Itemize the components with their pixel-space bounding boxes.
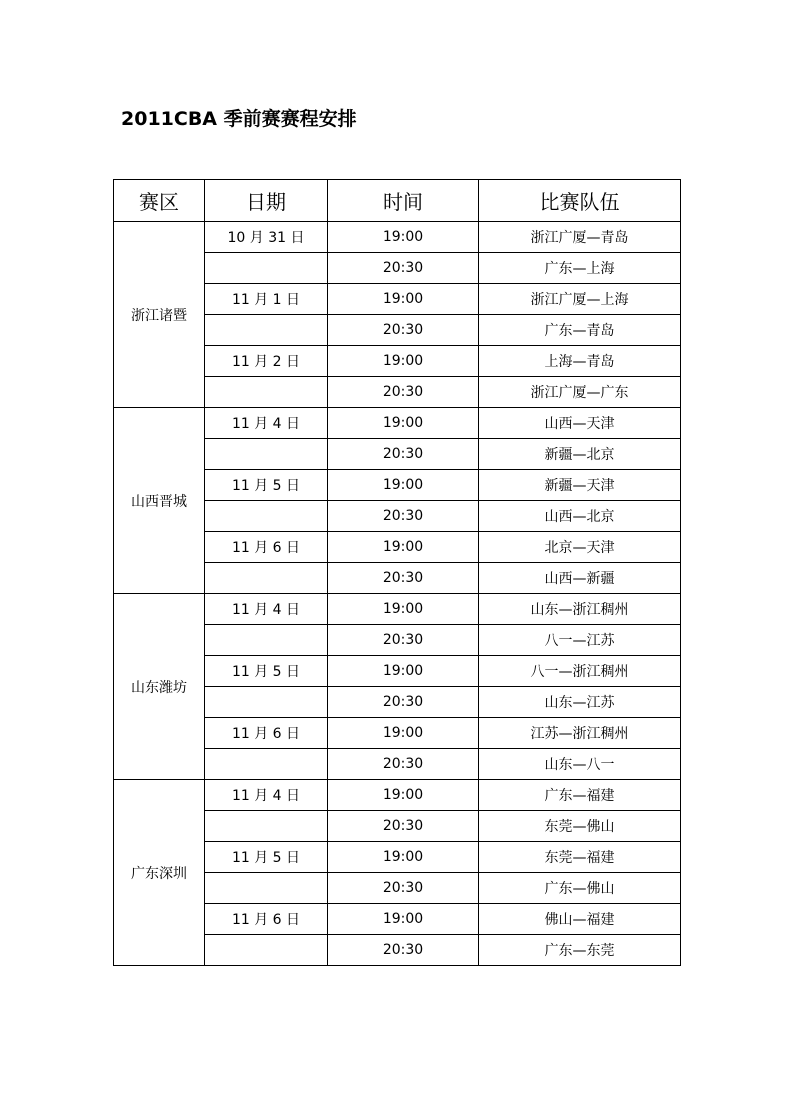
teams-cell: 新疆—北京 [479, 439, 681, 470]
region-cell: 山西晋城 [114, 408, 205, 594]
date-cell [205, 687, 328, 718]
date-cell: 11 月 5 日 [205, 656, 328, 687]
time-cell: 20:30 [328, 873, 479, 904]
time-cell: 19:00 [328, 656, 479, 687]
region-cell: 山东潍坊 [114, 594, 205, 780]
teams-cell: 山东—八一 [479, 749, 681, 780]
teams-cell: 浙江广厦—广东 [479, 377, 681, 408]
date-cell: 11 月 6 日 [205, 718, 328, 749]
teams-cell: 山西—天津 [479, 408, 681, 439]
table-row [114, 222, 681, 253]
teams-cell: 山西—北京 [479, 501, 681, 532]
teams-cell: 八一—江苏 [479, 625, 681, 656]
teams-cell: 浙江广厦—上海 [479, 284, 681, 315]
date-cell [205, 315, 328, 346]
header-date: 日期 [205, 180, 328, 222]
time-cell: 20:30 [328, 315, 479, 346]
time-cell: 19:00 [328, 780, 479, 811]
teams-cell: 东莞—佛山 [479, 811, 681, 842]
time-cell: 20:30 [328, 377, 479, 408]
date-cell [205, 811, 328, 842]
date-cell: 11 月 4 日 [205, 780, 328, 811]
time-cell: 19:00 [328, 718, 479, 749]
date-cell [205, 935, 328, 966]
time-cell: 19:00 [328, 532, 479, 563]
region-cell: 浙江诸暨 [114, 222, 205, 408]
header-teams: 比赛队伍 [479, 180, 681, 222]
time-cell: 20:30 [328, 501, 479, 532]
page-title: 2011CBA 季前赛赛程安排 [121, 108, 357, 130]
date-cell [205, 501, 328, 532]
date-cell [205, 253, 328, 284]
date-cell: 11 月 1 日 [205, 284, 328, 315]
header-region: 赛区 [114, 180, 205, 222]
date-cell [205, 439, 328, 470]
time-cell: 20:30 [328, 687, 479, 718]
time-cell: 19:00 [328, 222, 479, 253]
date-cell: 11 月 5 日 [205, 470, 328, 501]
time-cell: 20:30 [328, 563, 479, 594]
date-cell: 11 月 6 日 [205, 904, 328, 935]
time-cell: 19:00 [328, 284, 479, 315]
date-cell [205, 563, 328, 594]
date-cell [205, 749, 328, 780]
teams-cell: 上海—青岛 [479, 346, 681, 377]
time-cell: 20:30 [328, 253, 479, 284]
teams-cell: 八一—浙江稠州 [479, 656, 681, 687]
header-time: 时间 [328, 180, 479, 222]
date-cell: 11 月 2 日 [205, 346, 328, 377]
date-cell [205, 377, 328, 408]
schedule-body [114, 222, 681, 966]
time-cell: 19:00 [328, 904, 479, 935]
teams-cell: 广东—福建 [479, 780, 681, 811]
region-cell: 广东深圳 [114, 780, 205, 966]
time-cell: 19:00 [328, 842, 479, 873]
teams-cell: 广东—青岛 [479, 315, 681, 346]
time-cell: 20:30 [328, 439, 479, 470]
date-cell [205, 625, 328, 656]
table-row [114, 408, 681, 439]
date-cell: 10 月 31 日 [205, 222, 328, 253]
time-cell: 20:30 [328, 811, 479, 842]
table-row [114, 780, 681, 811]
teams-cell: 广东—东莞 [479, 935, 681, 966]
teams-cell: 山东—江苏 [479, 687, 681, 718]
table-row [114, 594, 681, 625]
teams-cell: 广东—上海 [479, 253, 681, 284]
time-cell: 19:00 [328, 346, 479, 377]
teams-cell: 浙江广厦—青岛 [479, 222, 681, 253]
time-cell: 20:30 [328, 749, 479, 780]
date-cell [205, 873, 328, 904]
time-cell: 19:00 [328, 594, 479, 625]
time-cell: 20:30 [328, 935, 479, 966]
date-cell: 11 月 4 日 [205, 408, 328, 439]
teams-cell: 广东—佛山 [479, 873, 681, 904]
teams-cell: 山东—浙江稠州 [479, 594, 681, 625]
time-cell: 19:00 [328, 408, 479, 439]
teams-cell: 东莞—福建 [479, 842, 681, 873]
teams-cell: 北京—天津 [479, 532, 681, 563]
schedule-table [113, 179, 681, 966]
date-cell: 11 月 6 日 [205, 532, 328, 563]
teams-cell: 佛山—福建 [479, 904, 681, 935]
time-cell: 20:30 [328, 625, 479, 656]
teams-cell: 新疆—天津 [479, 470, 681, 501]
time-cell: 19:00 [328, 470, 479, 501]
date-cell: 11 月 4 日 [205, 594, 328, 625]
date-cell: 11 月 5 日 [205, 842, 328, 873]
teams-cell: 江苏—浙江稠州 [479, 718, 681, 749]
table-header-row [114, 180, 681, 222]
teams-cell: 山西—新疆 [479, 563, 681, 594]
